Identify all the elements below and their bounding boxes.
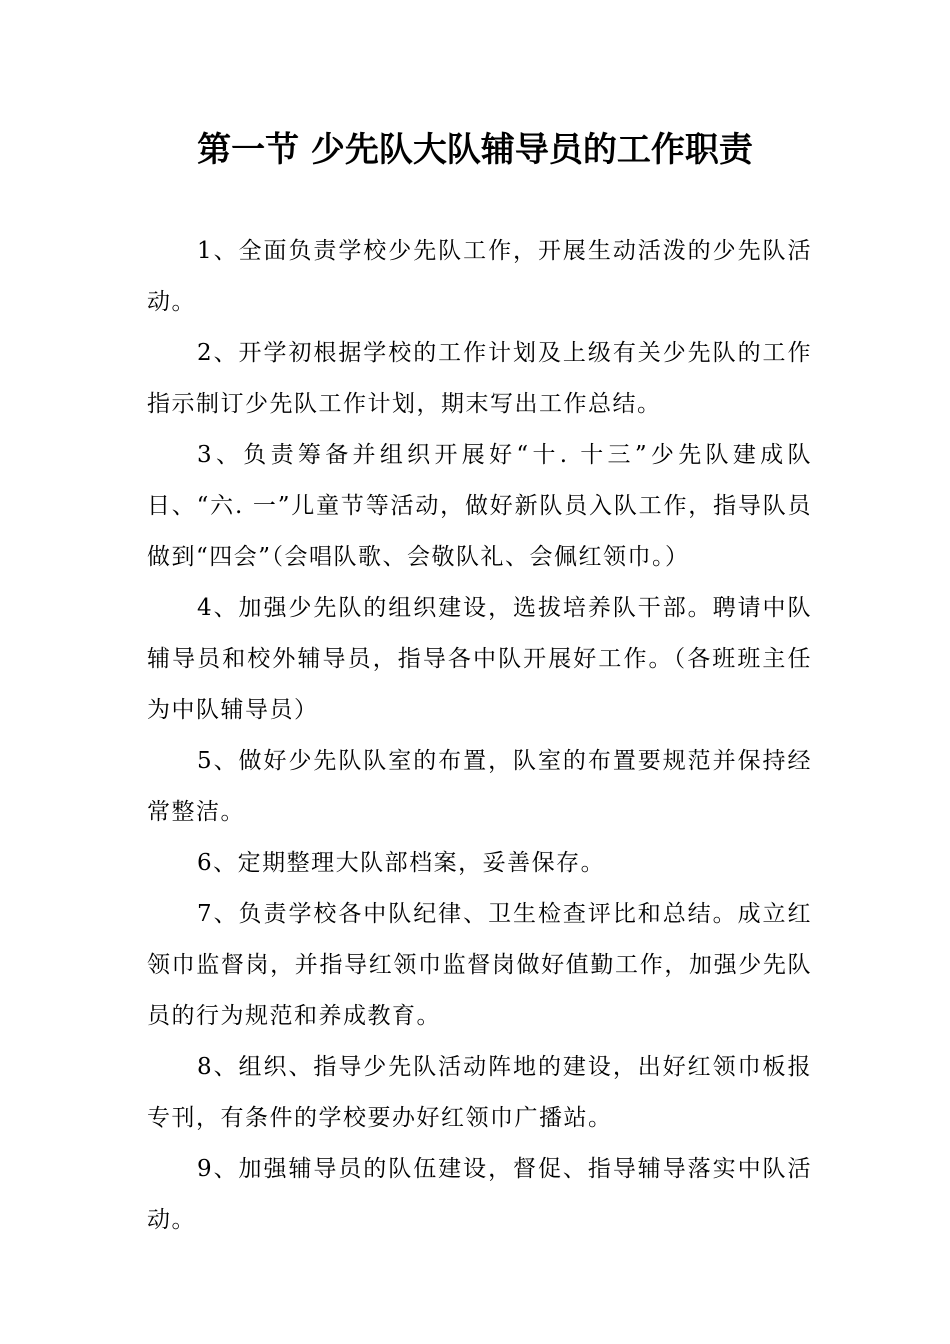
document-body [147, 226, 812, 1246]
paragraph-5: 5、做好少先队队室的布置，队室的布置要规范并保持经常整洁。 [147, 748, 812, 825]
paragraph-8: 8、组织、指导少先队活动阵地的建设，出好红领巾板报专刊，有条件的学校要办好红领巾广播站。 [147, 1054, 812, 1131]
paragraph-7: 7、负责学校各中队纪律、卫生检查评比和总结。成立红领巾监督岗，并指导红领巾监督岗做好值勤工作，加强少先队员的行为规范和养成教育。 [147, 901, 812, 1029]
paragraph-6: 6、定期整理大队部档案，妥善保存。 [197, 850, 606, 876]
paragraph-3: 3、负责筹备并组织开展好“十. 十三”少先队建成队日、“六. 一”儿童节等活动，做好新队员入队工作，指导队员做到“四会”（会唱队歌、会敬队礼、会佩红领巾。） [147, 442, 812, 570]
paragraph-2: 2、开学初根据学校的工作计划及上级有关少先队的工作指示制订少先队工作计划，期末写出工作总结。 [147, 340, 812, 417]
document-title: 第一节 少先队大队辅导员的工作职责 [197, 130, 753, 170]
paragraph-1: 1、全面负责学校少先队工作，开展生动活泼的少先队活动。 [147, 238, 812, 315]
paragraph-4: 4、加强少先队的组织建设，选拔培养队干部。聘请中队辅导员和校外辅导员，指导各中队开展好工作。（各班班主任为中队辅导员） [147, 595, 812, 723]
paragraph-9: 9、加强辅导员的队伍建设，督促、指导辅导落实中队活动。 [147, 1156, 812, 1233]
